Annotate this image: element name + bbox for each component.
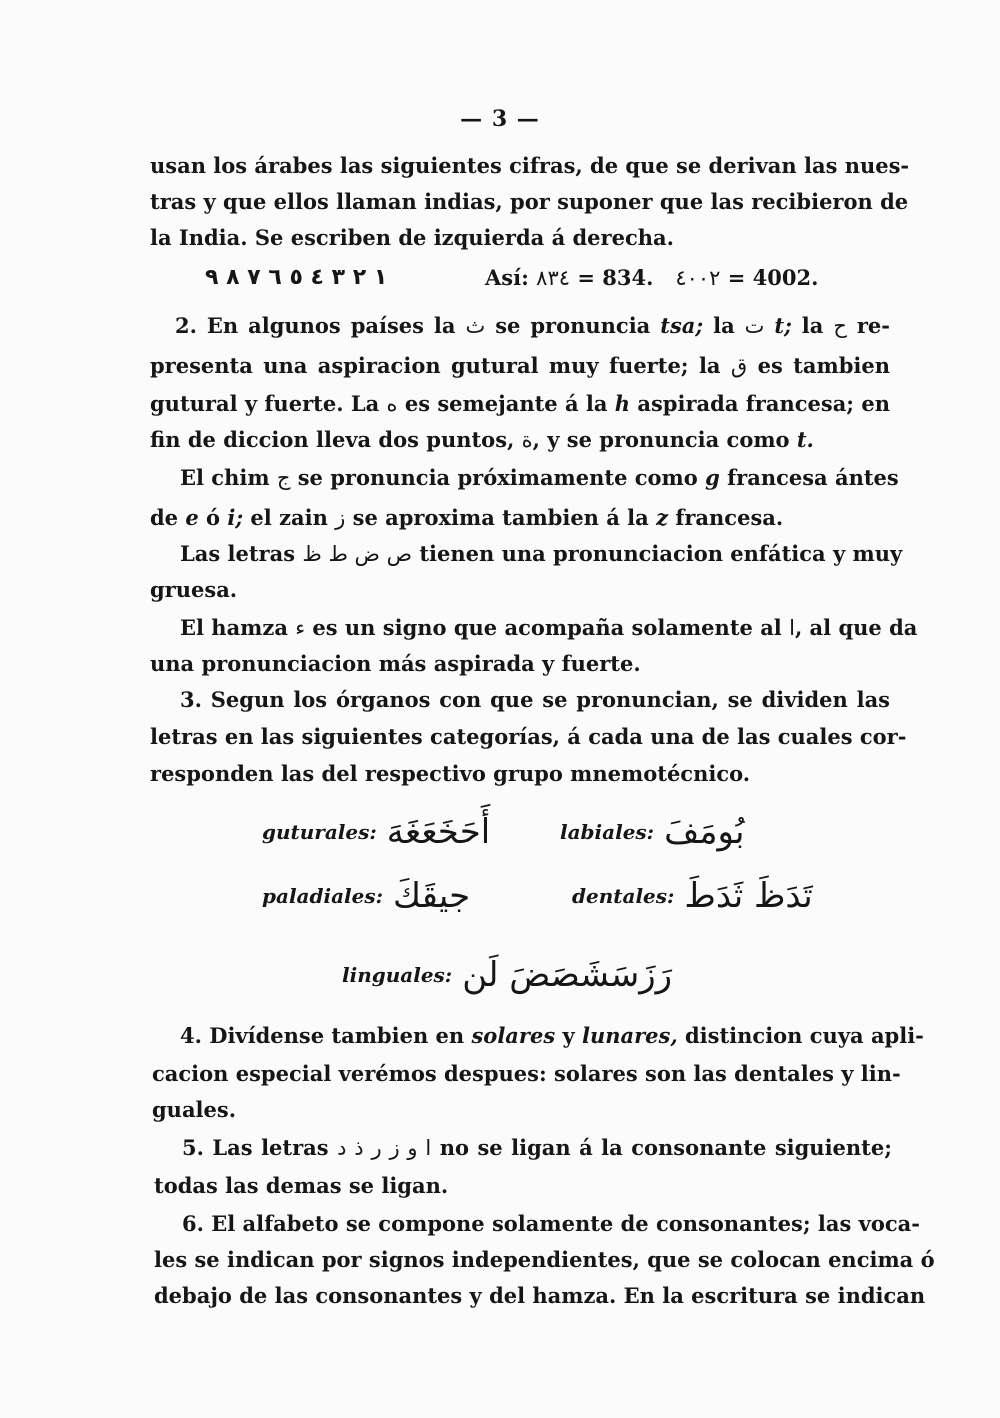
he-letter: ه [386, 392, 398, 416]
text-line-16: responden las del respectivo grupo mnemotécnico. [150, 761, 751, 786]
example-2-arabic: ٤٠٠٢ [675, 266, 721, 290]
text-line-20: 5. Las letras ا و ز ر ذ د no se ligan á la consonante siguiente; [182, 1135, 892, 1160]
text-line-1: usan los árabes las siguientes cifras, de que se derivan las nues- [150, 153, 910, 178]
text-line-17: 4. Divídense tambien en solares y lunares, distincion cuya apli- [180, 1023, 924, 1048]
zain-letter: ز [335, 506, 346, 530]
text-line-2: tras y que ellos llaman indias, por suponer que las recibieron de [150, 189, 909, 214]
text-line-6: gutural y fuerte. La ه es semejante á la h aspirada francesa; en [150, 391, 890, 416]
jim-letter: ج [276, 466, 291, 490]
text-line-21: todas las demas se ligan. [154, 1173, 449, 1198]
example-1-arabic: ٨٣٤ [536, 266, 571, 290]
arabic-digits: ١ ٢ ٣ ٤ ٥ ٦ ٧ ٨ ٩ [205, 265, 388, 290]
text-line-7: fin de diccion lleva dos puntos, ة, y se pronuncia como t. [150, 427, 814, 452]
text-line-19: guales. [152, 1097, 237, 1122]
example-1-value: = 834. [577, 265, 654, 290]
text-line-12: El hamza ء es un signo que acompaña solamente al ا, al que da [180, 615, 918, 640]
category-label: guturales: [262, 820, 377, 844]
alif-letter: ا [789, 616, 795, 640]
category-label: paladiales: [262, 884, 384, 908]
text-line-5: presenta una aspiracion gutural muy fuerte; la ق es tambien [150, 353, 890, 378]
ha-letter: ح [833, 314, 847, 338]
page-number: — 3 — [460, 106, 540, 132]
text-line-14: 3. Segun los órganos con que se pronuncian, se dividen las [180, 687, 890, 712]
category-linguales [342, 955, 672, 1005]
hamza-sign: ء [295, 616, 306, 640]
category-dentales [572, 876, 813, 926]
asi-label: Así: [485, 265, 529, 290]
category-letters: بُومَفَ [664, 812, 745, 852]
text-line-11: gruesa. [150, 577, 238, 602]
category-letters: تَدَظَ ثَدَطَ [684, 876, 813, 916]
ta-letter: ت [744, 314, 765, 338]
numeral-examples [485, 265, 818, 290]
category-letters: أَحَخَعَغَهَ [386, 812, 491, 852]
category-guturales [262, 812, 490, 862]
nonjoining-letters: ا و ز ر ذ د [337, 1136, 432, 1160]
text-line-8: El chim ج se pronuncia próximamente como g francesa ántes [180, 465, 899, 490]
qaf-letter: ق [730, 354, 748, 378]
text-line-3: la India. Se escriben de izquierda á derecha. [150, 225, 674, 250]
text-line-24: debajo de las consonantes y del hamza. En la escritura se indican [154, 1283, 926, 1308]
numerals-row [205, 265, 845, 295]
text-line-18: cacion especial verémos despues: solares son las dentales y lin- [152, 1061, 901, 1086]
category-paladiales [262, 876, 470, 926]
category-label: linguales: [342, 963, 453, 987]
category-labiales [560, 812, 745, 862]
category-letters: جيقَكَ [393, 876, 471, 916]
tha-letter: ث [465, 314, 486, 338]
category-label: labiales: [560, 820, 655, 844]
category-label: dentales: [572, 884, 675, 908]
text-line-23: les se indican por signos independientes, que se colocan encima ó [154, 1247, 935, 1272]
text-line-10: Las letras ص ض ط ظ tienen una pronunciacion enfática y muy [180, 541, 903, 566]
text-line-13: una pronunciacion más aspirada y fuerte. [150, 651, 641, 676]
text-line-22: 6. El alfabeto se compone solamente de consonantes; las voca- [182, 1211, 920, 1236]
text-line-9: de e ó i; el zain ز se aproxima tambien á la z francesa. [150, 505, 784, 530]
text-line-15: letras en las siguientes categorías, á cada una de las cuales cor- [150, 724, 907, 749]
example-2-value: = 4002. [727, 265, 819, 290]
emphatic-letters: ص ض ط ظ [302, 542, 413, 566]
category-letters: رَزَسَشَصَضَ لَن [462, 955, 673, 995]
ta-marbuta-letter: ة [521, 428, 533, 452]
text-line-4: 2. En algunos países la ث se pronuncia tsa; la ت t; la ح re- [175, 313, 891, 338]
